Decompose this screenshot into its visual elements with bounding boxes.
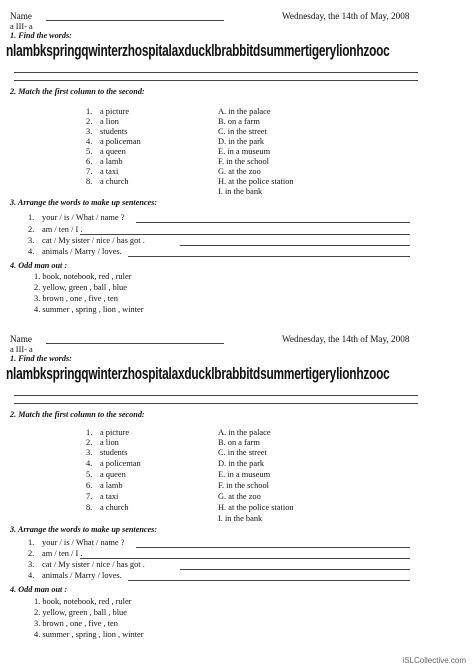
arrange-item-2 — [28, 225, 82, 235]
worksheet-1 — [0, 0, 474, 320]
match-left: a lamb — [100, 481, 123, 490]
arrange-num: 2. — [28, 225, 35, 234]
match-item-6 — [86, 157, 123, 167]
match-num: 5. — [86, 470, 93, 479]
match-num: 4. — [86, 137, 93, 146]
match-item-7 — [86, 167, 118, 177]
match-left: a queen — [100, 470, 126, 479]
match-left: a policeman — [100, 137, 141, 146]
arrange-answer-line — [180, 245, 410, 246]
odd-item: 2. yellow, green , ball , blue — [34, 283, 127, 292]
arrange-num: 1. — [28, 213, 35, 222]
match-left: a church — [100, 503, 129, 512]
arrange-item-1 — [28, 213, 124, 223]
answer-line — [14, 80, 418, 81]
arrange-item-3 — [28, 236, 145, 246]
match-num: 7. — [86, 492, 93, 501]
match-title: 2. Match the first column to the second: — [10, 410, 145, 419]
match-item-2 — [86, 117, 119, 127]
arrange-item-4 — [28, 571, 122, 581]
match-item-6 — [86, 481, 123, 491]
arrange-num: 4. — [28, 571, 35, 580]
odd-item: 3. brown , one , five , ten — [34, 294, 118, 303]
odd-item: 2. yellow, green , ball , blue — [34, 608, 127, 617]
match-left: a lamb — [100, 157, 123, 166]
match-right: C. in the street — [218, 127, 267, 136]
arrange-answer-line — [180, 569, 410, 570]
arrange-words: your / is / What / name ? — [42, 213, 125, 222]
match-right: B. on a farm — [218, 117, 260, 126]
arrange-item-3 — [28, 560, 145, 570]
match-right: F. in the school — [218, 481, 269, 490]
date-text: Wednesday, the 14th of May, 2008 — [282, 11, 410, 21]
match-left: a picture — [100, 107, 130, 116]
match-right: G. at the zoo — [218, 492, 261, 501]
match-num: 1. — [86, 107, 93, 116]
odd-item: 1. book, notebook, red , ruler — [34, 597, 132, 606]
match-num: 8. — [86, 503, 93, 512]
arrange-answer-line — [128, 256, 410, 257]
match-left: a lion — [100, 117, 119, 126]
arrange-words: cat / My sister / nice / has got . — [42, 236, 145, 245]
match-item-4 — [86, 137, 141, 147]
odd-item: 4. summer , spring , lion , winter — [34, 305, 144, 314]
match-item-8 — [86, 503, 129, 513]
name-label: Name — [10, 11, 32, 21]
match-right: H. at the police station — [218, 503, 294, 512]
match-right: E. in a museum — [218, 147, 271, 156]
word-puzzle: nlambkspringqwinterzhospitalaxducklbrabbitdsummertigerylionhzooc — [6, 365, 390, 383]
match-num: 2. — [86, 117, 93, 126]
arrange-item-4 — [28, 247, 122, 257]
arrange-item-1 — [28, 538, 124, 548]
match-item-5 — [86, 470, 126, 480]
match-right: I. in the bank — [218, 514, 263, 523]
match-left: a taxi — [100, 167, 119, 176]
match-num: 3. — [86, 448, 93, 457]
find-words-title: 1. Find the words: — [10, 31, 72, 40]
match-num: 7. — [86, 167, 93, 176]
worksheet-2 — [0, 323, 474, 643]
match-item-3 — [86, 448, 127, 458]
match-item-1 — [86, 107, 129, 117]
arrange-answer-line — [136, 547, 410, 548]
odd-item: 3. brown , one , five , ten — [34, 619, 118, 628]
arrange-answer-line — [136, 222, 410, 223]
arrange-num: 3. — [28, 236, 35, 245]
match-item-4 — [86, 459, 141, 469]
match-num: 6. — [86, 157, 93, 166]
match-item-5 — [86, 147, 126, 157]
arrange-num: 3. — [28, 560, 35, 569]
match-num: 6. — [86, 481, 93, 490]
arrange-words: animals / Marry / loves. — [42, 247, 122, 256]
odd-man-out-title: 4. Odd man out : — [10, 585, 68, 594]
match-left: students — [100, 127, 128, 136]
match-right: I. in the bank — [218, 187, 263, 196]
match-right: F. in the school — [218, 157, 269, 166]
match-right: A. in the palace — [218, 107, 271, 116]
answer-line — [14, 403, 418, 404]
match-title: 2. Match the first column to the second: — [10, 87, 145, 96]
name-line — [46, 20, 224, 21]
arrange-answer-line — [128, 580, 410, 581]
match-num: 8. — [86, 177, 93, 186]
odd-item: 1. book, notebook, red , ruler — [34, 272, 132, 281]
match-left: a queen — [100, 147, 126, 156]
match-left: a lion — [100, 438, 119, 447]
match-item-2 — [86, 438, 119, 448]
match-right: G. at the zoo — [218, 167, 261, 176]
class-label: a III- a — [10, 22, 33, 31]
match-left: a church — [100, 177, 129, 186]
match-item-3 — [86, 127, 127, 137]
arrange-num: 2. — [28, 549, 35, 558]
match-num: 5. — [86, 147, 93, 156]
match-right: D. in the park — [218, 137, 265, 146]
find-words-title: 1. Find the words: — [10, 354, 72, 363]
match-num: 1. — [86, 428, 93, 437]
arrange-words: animals / Marry / loves. — [42, 571, 122, 580]
match-right: D. in the park — [218, 459, 265, 468]
name-label: Name — [10, 334, 32, 344]
match-item-8 — [86, 177, 129, 187]
arrange-item-2 — [28, 549, 82, 559]
arrange-words: am / ten / I . — [42, 549, 83, 558]
match-left: a taxi — [100, 492, 119, 501]
match-right: E. in a museum — [218, 470, 271, 479]
match-right: C. in the street — [218, 448, 267, 457]
arrange-num: 4. — [28, 247, 35, 256]
match-right: A. in the palace — [218, 428, 271, 437]
arrange-title: 3. Arrange the words to make up sentences: — [10, 525, 158, 534]
answer-line — [14, 72, 418, 73]
match-right: H. at the police station — [218, 177, 294, 186]
match-left: a picture — [100, 428, 130, 437]
match-item-1 — [86, 428, 129, 438]
name-line — [46, 343, 224, 344]
arrange-words: am / ten / I . — [42, 225, 83, 234]
answer-line — [14, 395, 418, 396]
match-num: 2. — [86, 438, 93, 447]
arrange-words: cat / My sister / nice / has got . — [42, 560, 145, 569]
match-item-7 — [86, 492, 118, 502]
odd-man-out-title: 4. Odd man out : — [10, 261, 68, 270]
footer-watermark: iSLCollective.com — [402, 656, 466, 665]
arrange-num: 1. — [28, 538, 35, 547]
match-right: B. on a farm — [218, 438, 260, 447]
match-num: 4. — [86, 459, 93, 468]
word-puzzle: nlambkspringqwinterzhospitalaxducklbrabbitdsummertigerylionhzooc — [6, 42, 390, 60]
match-num: 3. — [86, 127, 93, 136]
arrange-words: your / is / What / name ? — [42, 538, 125, 547]
arrange-answer-line — [80, 234, 410, 235]
match-left: a policeman — [100, 459, 141, 468]
match-left: students — [100, 448, 128, 457]
odd-item: 4. summer , spring , lion , winter — [34, 630, 144, 639]
class-label: a III- a — [10, 345, 33, 354]
arrange-title: 3. Arrange the words to make up sentences: — [10, 198, 158, 207]
date-text: Wednesday, the 14th of May, 2008 — [282, 334, 410, 344]
arrange-answer-line — [80, 558, 410, 559]
